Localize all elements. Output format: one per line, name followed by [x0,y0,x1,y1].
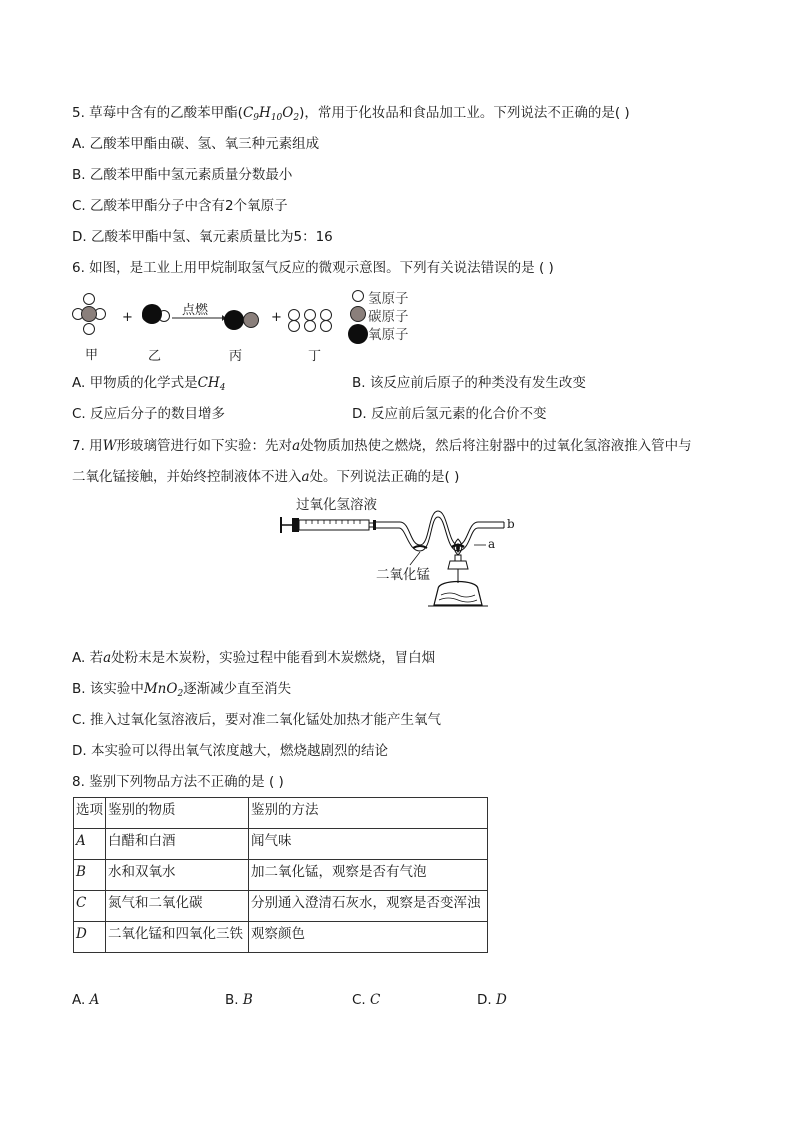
q6-option-d[interactable]: D. 反应前后氢元素的化合价不变 [352,406,547,422]
row-method: 观察颜色 [249,922,488,953]
row-substances: 二氧化锰和四氧化三铁 [106,922,249,953]
q8-option-b[interactable]: B. B [225,992,253,1008]
row-option: A [74,829,106,860]
label-a: a [488,537,496,551]
q6-option-b[interactable]: B. 该反应前后原子的种类没有发生改变 [352,375,586,391]
q5-stem: 5. 草莓中含有的乙酸苯甲酯$(C_9H_{10}O_2)$，常用于化妆品和食品加工业。下列说法不正确的是( ) [72,105,630,123]
w-tube-apparatus [278,493,523,619]
q7-stem-line-2: 二氧化锰接触，并始终控制液体不进入a处。下列说法正确的是( ) [72,469,460,485]
table-row [74,891,488,922]
q7-option-c[interactable]: C. 推入过氧化氢溶液后，要对准二氧化锰处加热才能产生氧气 [72,712,442,728]
row-substances: 白醋和白酒 [106,829,249,860]
label-b: b [507,517,515,531]
row-method: 闻气味 [249,829,488,860]
arrow-label: 点燃 [182,303,209,318]
label-hydrogen-peroxide: 过氧化氢溶液 [296,497,377,513]
plus-sign-2: + [271,310,282,325]
q7-option-d[interactable]: D. 本实验可以得出氧气浓度越大，燃烧越剧烈的结论 [72,743,388,759]
q8-stem: 8. 鉴别下列物品方法不正确的是 ( ) [72,774,284,790]
label-manganese-dioxide: 二氧化锰 [376,567,430,583]
q5-option-b[interactable]: B. 乙酸苯甲酯中氢元素质量分数最小 [72,167,293,183]
q8-option-c[interactable]: C. C [352,992,381,1008]
q6-options-row-2 [72,405,732,423]
header-option: 选项 [74,798,106,829]
row-option: B [74,860,106,891]
table-row [74,922,488,953]
header-substances: 鉴别的物质 [106,798,249,829]
table-row [74,829,488,860]
q6-option-c[interactable]: C. 反应后分子的数目增多 [72,406,226,422]
q8-options-row [72,991,732,1009]
row-method: 分别通入澄清石灰水，观察是否变浑浊 [249,891,488,922]
label-bing: 丙 [229,349,243,364]
q6-stem: 6. 如图，是工业上用甲烷制取氢气反应的微观示意图。下列有关说法错误的是 ( ) [72,260,554,276]
label-jia: 甲 [85,348,99,363]
identification-table [73,797,488,953]
row-substances: 氮气和二氧化碳 [106,891,249,922]
q5-option-a[interactable]: A. 乙酸苯甲酯由碳、氢、氧三种元素组成 [72,136,320,152]
q8-option-a[interactable]: A. A [72,992,100,1008]
q8-option-d[interactable]: D. D [477,992,507,1008]
row-option: D [74,922,106,953]
q6-option-a[interactable]: A. 甲物质的化学式是$CH_4$ [72,375,226,393]
apparatus-drawing-icon [278,493,523,619]
table-header-row [74,798,488,829]
header-method: 鉴别的方法 [249,798,488,829]
row-option: C [74,891,106,922]
plus-sign-1: + [122,310,133,325]
label-ding: 丁 [308,349,322,364]
reaction-arrow-icon [172,314,226,322]
q5-option-c[interactable]: C. 乙酸苯甲酯分子中含有2个氧原子 [72,198,288,214]
q7-stem-line-1: 7. 用W形玻璃管进行如下实验：先对a处物质加热使之燃烧，然后将注射器中的过氧化氢溶液推入管中与 [72,438,692,454]
reaction-diagram: + 点燃 + 氢原子 碳原子 氧原子 甲 乙 丙 丁 [72,286,432,366]
q5-formula: $C_9H_{10}O_2$ [242,105,300,123]
q6-options-row-1 [72,374,732,392]
q7-option-a[interactable]: A. 若a处粉末是木炭粉，实验过程中能看到木炭燃烧，冒白烟 [72,650,436,666]
table-row [74,860,488,891]
label-yi: 乙 [148,349,162,364]
row-substances: 水和双氧水 [106,860,249,891]
q5-option-d[interactable]: D. 乙酸苯甲酯中氢、氧元素质量比为5：16 [72,229,333,245]
row-method: 加二氧化锰，观察是否有气泡 [249,860,488,891]
q7-option-b[interactable]: B. 该实验中MnO$_2$逐渐减少直至消失 [72,681,292,699]
